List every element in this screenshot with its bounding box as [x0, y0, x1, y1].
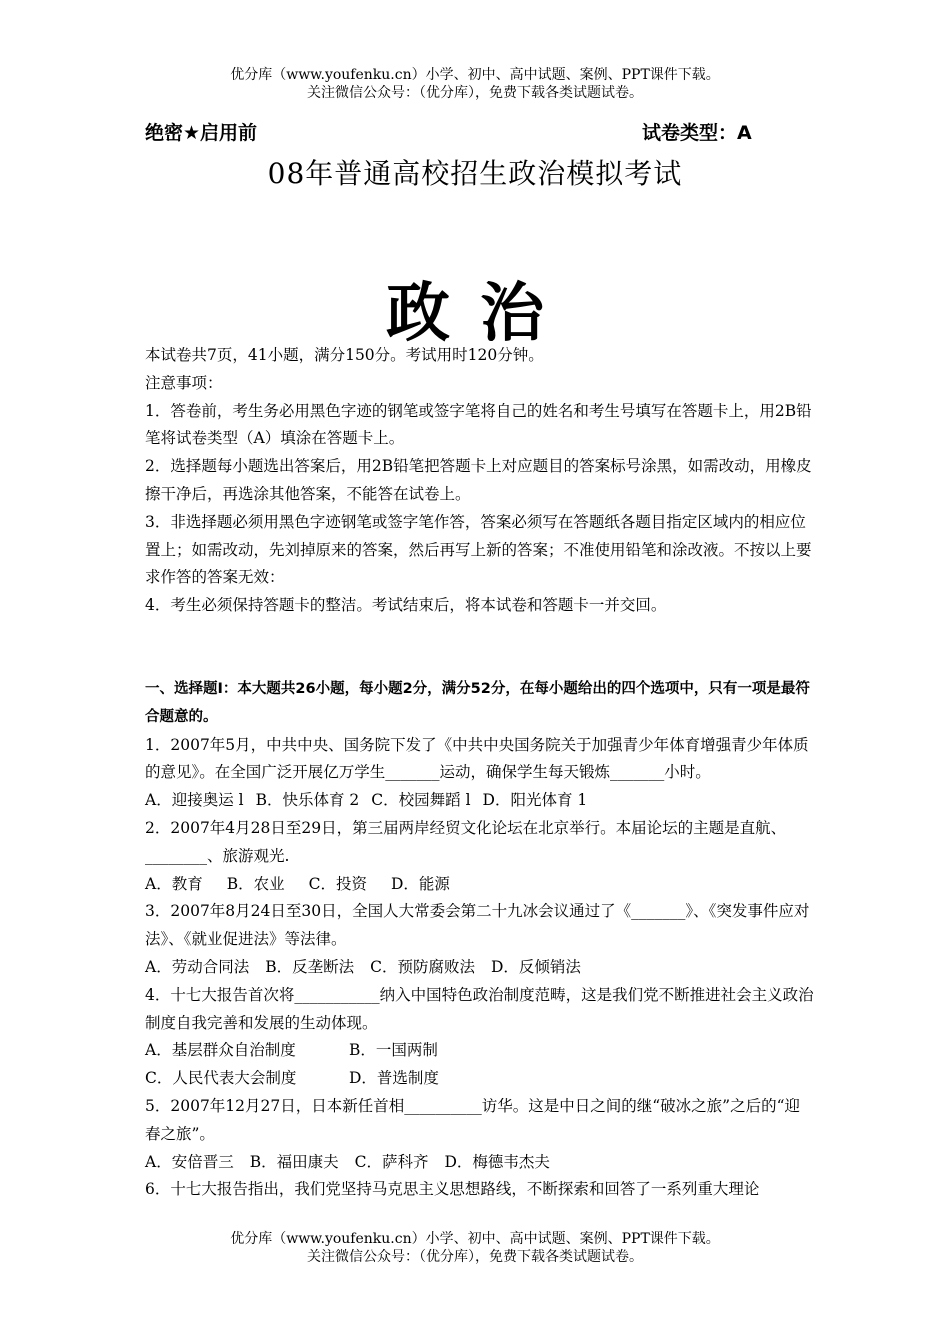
notice-item-4: 4．考生必须保持答题卡的整洁。考试结束后，将本试卷和答题卡一并交回。: [145, 596, 667, 615]
subject-title: 政治: [386, 276, 574, 351]
header-line-1: 优分库（www.youfenku.cn）小学、初中、高中试题、案例、PPT课件下载。: [230, 67, 720, 83]
question-4-option-d: D．普选制度: [349, 1069, 439, 1088]
question-3-option-c: C．预防腐败法: [370, 957, 475, 976]
question-4-options-row-1: [145, 1037, 815, 1065]
notice-label: 注意事项：: [145, 373, 223, 392]
page-footer: [0, 1230, 950, 1266]
question-5-option-a: A．安倍晋三: [145, 1152, 234, 1171]
footer-line-1: 优分库（www.youfenku.cn）小学、初中、高中试题、案例、PPT课件下载。: [230, 1231, 720, 1247]
section1-heading: 一、选择题Ⅰ：本大题共26小题，每小题2分，满分52分，在每小题给出的四个选项中，只有一项是最符合题意的。: [145, 680, 810, 725]
question-6-stem: 6．十七大报告指出，我们党坚持马克思主义思想路线，不断探索和回答了一系列重大理论: [145, 1180, 760, 1199]
question-5-option-c: C．萨科齐: [354, 1152, 429, 1171]
section-gap: [145, 620, 815, 676]
question-5-stem: 5．2007年12月27日，日本新任首相__________访华。这是中日之间的继“破冰之旅”之后的“迎春之旅”。: [145, 1096, 801, 1143]
question-4-option-c: C．人民代表大会制度: [145, 1069, 297, 1088]
question-3-options: [145, 954, 815, 982]
question-2-stem: 2．2007年4月28日至29日，第三届两岸经贸文化论坛在北京举行。本届论坛的主题是直航、________、旅游观光.: [145, 818, 787, 865]
exam-title: 08年普通高校招生政治模拟考试: [267, 157, 683, 190]
question-1-option-c: C．校园舞蹈 l: [371, 791, 471, 810]
question-2-options: [145, 871, 815, 899]
question-3-option-a: A．劳动合同法: [145, 957, 250, 976]
question-1-options: [145, 787, 815, 815]
question-3-option-d: D．反倾销法: [490, 957, 581, 976]
question-4-options-row-2: [145, 1065, 815, 1093]
intro-summary: 本试卷共7页，41小题，满分150分。考试用时120分钟。: [145, 346, 544, 364]
question-4-option-a: A．基层群众自治制度: [145, 1041, 296, 1060]
question-2-option-b: B．农业: [226, 874, 285, 893]
question-1-option-a: A．迎接奥运 l: [145, 791, 244, 810]
secret-label: 绝密★启用前: [145, 122, 258, 144]
question-4-stem: 4．十七大报告首次将___________纳入中国特色政治制度范畴，这是我们党不断推进社会主义政治制度自我完善和发展的生动体现。: [145, 985, 814, 1032]
question-5-option-d: D．梅德韦杰夫: [444, 1152, 550, 1171]
notice-item-2: 2．选择题每小题选出答案后，用2B铅笔把答题卡上对应题目的答案标号涂黑，如需改动，用橡皮擦干净后，再选涂其他答案，不能答在试卷上。: [145, 457, 812, 503]
question-5-options: [145, 1149, 815, 1177]
question-4-option-b: B．一国两制: [349, 1041, 438, 1060]
question-1-stem: 1．2007年5月，中共中央、国务院下发了《中共中央国务院关于加强青少年体育增强青少年体质的意见》。在全国广泛开展亿万学生_______运动，确保学生每天锻炼_______小时。: [145, 735, 809, 782]
question-2-option-d: D．能源: [390, 874, 450, 893]
paper-type-label: 试卷类型：A: [642, 122, 752, 144]
question-2-option-a: A．教育: [145, 874, 203, 893]
question-2-option-c: C．投资: [308, 874, 367, 893]
exam-content: [145, 342, 815, 1204]
question-1-option-b: B．快乐体育 2: [255, 791, 360, 810]
question-3-stem: 3．2007年8月24日至30日，全国人大常委会第二十九冰会议通过了《_______》、《突发事件应对法》、《就业促进法》等法律。: [145, 902, 810, 949]
header-line-2: 关注微信公众号：（优分库），免费下载各类试题试卷。: [307, 85, 643, 101]
notice-item-1: 1．答卷前，考生务必用黑色字迹的钢笔或签字笔将自己的姓名和考生号填写在答题卡上，用2B铅笔将试卷类型（A）填涂在答题卡上。: [145, 401, 812, 448]
footer-line-2: 关注微信公众号：（优分库），免费下载各类试题试卷。: [307, 1249, 643, 1265]
notice-item-3: 3．非选择题必须用黑色字迹钢笔或签字笔作答，答案必须写在答题纸各题目指定区域内的相应位置上；如需改动，先刘掉原来的答案，然后再写上新的答案；不准使用铅笔和涂改液。不按以上要求作答的答案无效：: [145, 512, 812, 587]
question-3-option-b: B．反垄断法: [265, 957, 355, 976]
page-header: [0, 66, 950, 102]
question-1-option-d: D．阳光体育 1: [482, 791, 588, 810]
question-5-option-b: B．福田康夫: [249, 1152, 339, 1171]
